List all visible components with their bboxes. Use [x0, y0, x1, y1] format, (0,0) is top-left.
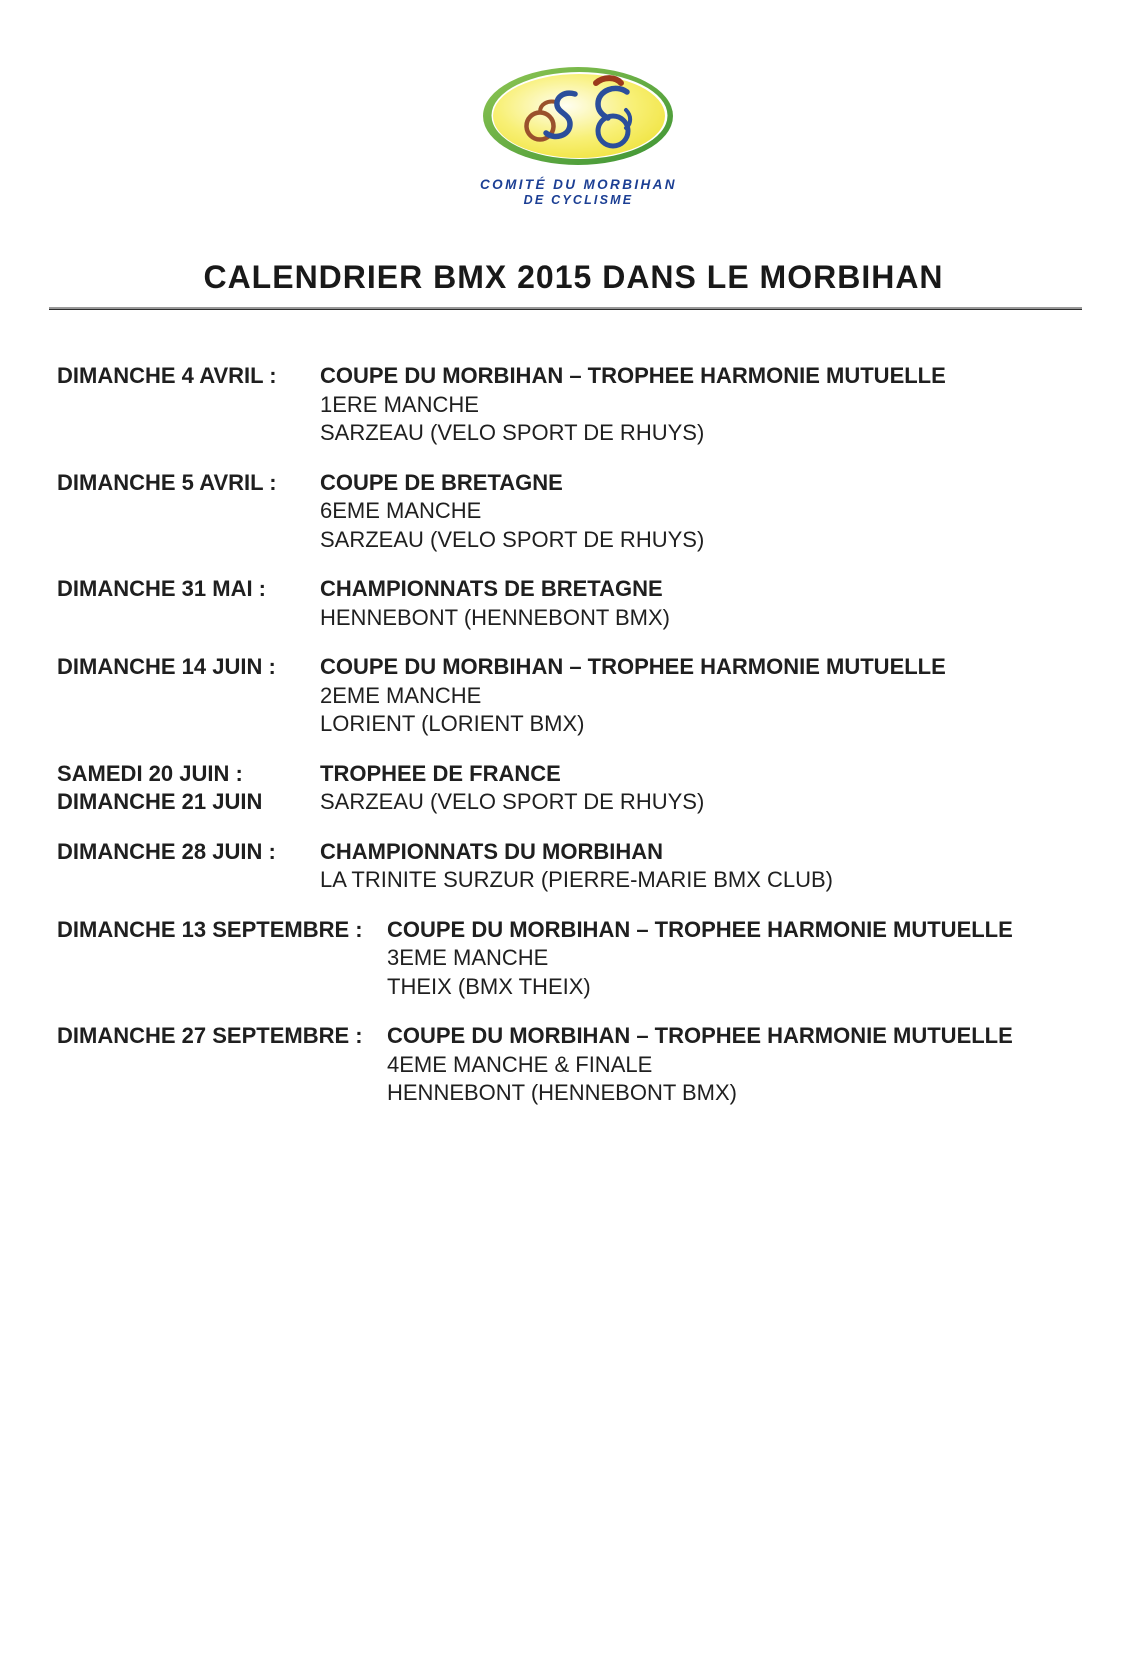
event-desc	[320, 760, 704, 817]
event-detail-line: SARZEAU (VELO SPORT DE RHUYS)	[320, 526, 705, 552]
event-date-line: DIMANCHE 5 AVRIL :	[57, 469, 277, 495]
event-desc	[387, 916, 1013, 1002]
event-title: COUPE DE BRETAGNE	[320, 469, 563, 495]
event-title: COUPE DU MORBIHAN – TROPHEE HARMONIE MUTUELLE	[387, 916, 1013, 942]
event-dates	[57, 575, 320, 632]
event-dates	[57, 760, 320, 817]
event-detail-line: LORIENT (LORIENT BMX)	[320, 711, 585, 736]
event-detail-line: SARZEAU (VELO SPORT DE RHUYS)	[320, 789, 705, 814]
event-desc	[320, 653, 946, 739]
event-row	[57, 1022, 1131, 1108]
event-detail-line: 6EME MANCHE	[320, 498, 482, 523]
event-dates	[57, 653, 320, 739]
event-detail-line: THEIX (BMX THEIX)	[387, 973, 591, 999]
events-list	[57, 362, 1131, 1108]
event-detail-line: 4EME MANCHE & FINALE	[387, 1051, 653, 1077]
event-detail-line: 1ERE MANCHE	[320, 391, 479, 417]
cyclist-56-logo-icon	[480, 66, 676, 166]
event-date-line: DIMANCHE 28 JUIN :	[57, 838, 276, 864]
event-date-line: DIMANCHE 31 MAI :	[57, 576, 267, 601]
title-divider	[49, 307, 1082, 310]
event-title: CHAMPIONNATS DE BRETAGNE	[320, 576, 663, 601]
event-detail-line: HENNEBONT (HENNEBONT BMX)	[387, 1080, 738, 1105]
logo-org-name: COMITÉ DU MORBIHAN	[480, 177, 677, 192]
event-desc	[320, 469, 704, 555]
event-date-line: DIMANCHE 14 JUIN :	[57, 654, 276, 679]
logo-org-subtitle: DE CYCLISME	[523, 193, 634, 207]
event-dates	[57, 362, 320, 448]
event-row	[57, 760, 1131, 817]
event-desc	[320, 575, 670, 632]
event-row	[57, 838, 1131, 895]
page-title: CALENDRIER BMX 2015 DANS LE MORBIHAN	[203, 259, 944, 295]
event-detail-line: HENNEBONT (HENNEBONT BMX)	[320, 604, 671, 630]
event-title: COUPE DU MORBIHAN – TROPHEE HARMONIE MUTUELLE	[320, 654, 946, 679]
event-detail-line: 2EME MANCHE	[320, 682, 482, 708]
event-row	[57, 916, 1131, 1002]
event-row	[57, 653, 1131, 739]
event-date-line: DIMANCHE 21 JUIN	[57, 789, 263, 814]
event-dates	[57, 1022, 387, 1108]
event-row	[57, 469, 1131, 555]
event-detail-line: SARZEAU (VELO SPORT DE RHUYS)	[320, 420, 705, 445]
event-date-line: DIMANCHE 4 AVRIL :	[57, 363, 277, 388]
event-dates	[57, 469, 320, 555]
event-desc	[387, 1022, 1013, 1108]
event-row	[57, 362, 1131, 448]
event-date-line: SAMEDI 20 JUIN :	[57, 760, 243, 786]
event-detail-line: 3EME MANCHE	[387, 945, 549, 970]
event-title: COUPE DU MORBIHAN – TROPHEE HARMONIE MUTUELLE	[387, 1023, 1013, 1048]
event-detail-line: LA TRINITE SURZUR (PIERRE-MARIE BMX CLUB)	[320, 867, 833, 892]
logo	[480, 66, 677, 208]
event-date-line: DIMANCHE 27 SEPTEMBRE :	[57, 1023, 363, 1048]
event-title: COUPE DU MORBIHAN – TROPHEE HARMONIE MUTUELLE	[320, 363, 946, 388]
event-desc	[320, 838, 833, 895]
event-row	[57, 575, 1131, 632]
event-title: CHAMPIONNATS DU MORBIHAN	[320, 838, 664, 864]
event-title: TROPHEE DE FRANCE	[320, 760, 561, 786]
event-desc	[320, 362, 946, 448]
event-dates	[57, 838, 320, 895]
event-date-line: DIMANCHE 13 SEPTEMBRE :	[57, 916, 363, 942]
event-dates	[57, 916, 387, 1002]
document-page	[0, 66, 1131, 1666]
